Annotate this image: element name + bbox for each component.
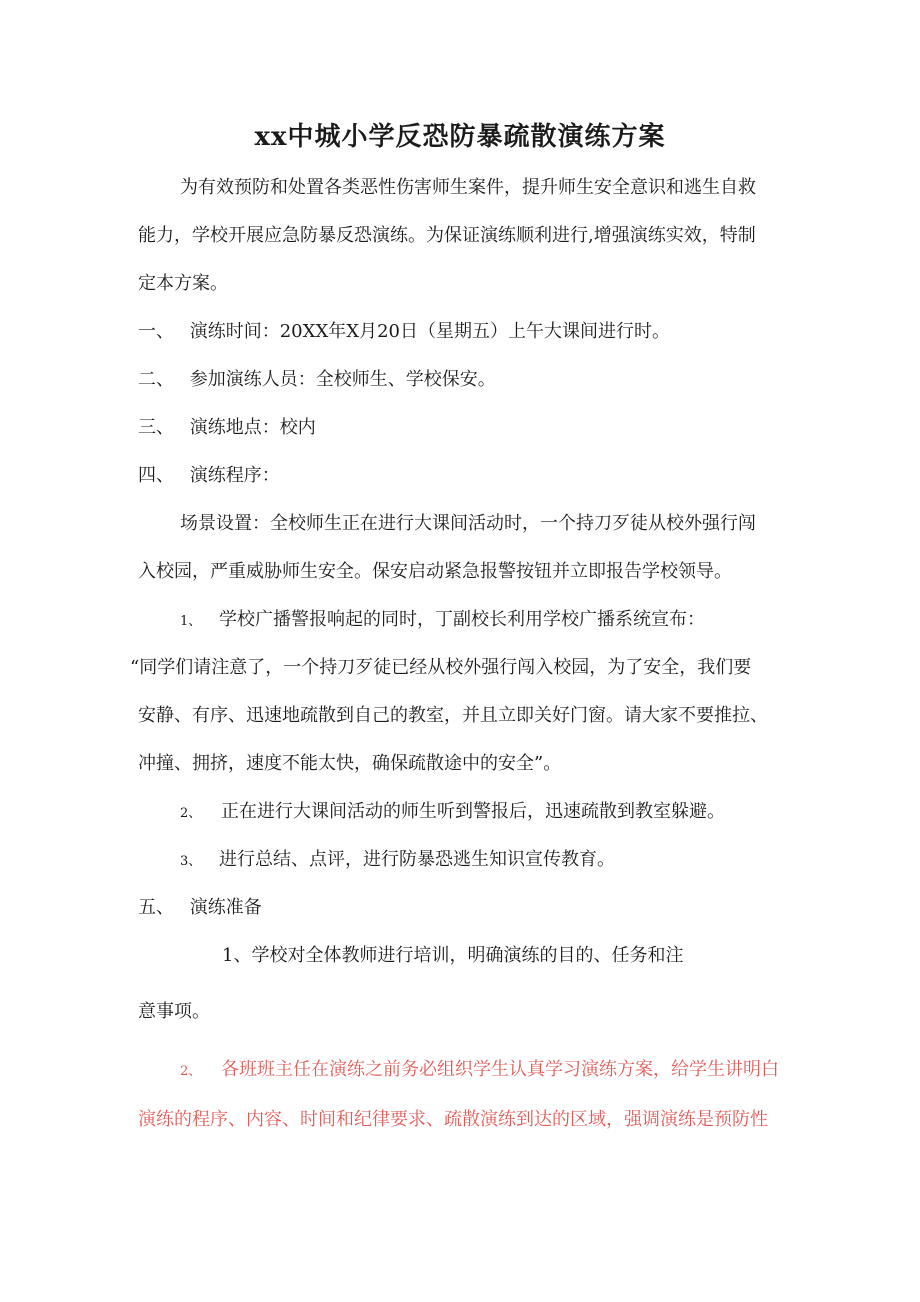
announcement-line-3: 冲撞、拥挤，速度不能太快，确保疏散途中的安全”。 [138,753,562,774]
preparation-item-1-line-2: 意事项。 [138,1001,210,1022]
intro-line-1: 为有效预防和处置各类恶性伤害师生案件，提升师生安全意识和逃生自救 [180,177,756,198]
document-title: xx中城小学反恐防暴疏散演练方案 [254,122,666,152]
section-3-marker: 三、 [138,417,174,438]
procedure-item-3-marker: 3、 [180,854,202,869]
procedure-item-1-text: 学校广播警报响起的同时，丁副校长利用学校广播系统宣布： [219,609,706,630]
section-5-text: 演练准备 [189,897,262,918]
section-4-text: 演练程序： [189,465,280,486]
intro-line-2: 能力，学校开展应急防暴反恐演练。为保证演练顺利进行,增强演练实效，特制 [138,225,756,246]
section-5-marker: 五、 [138,897,174,918]
announcement-line-2: 安静、有序、迅速地疏散到自己的教室，并且立即关好门窗。请大家不要推拉、 [138,705,768,726]
section-1 [138,320,670,344]
preparation-item-2-line-1 [180,1058,779,1084]
announcement-line-1: “同学们请注意了，一个持刀歹徒已经从校外强行闯入校园，为了安全，我们要 [130,657,752,678]
procedure-item-2-text: 正在进行大课间活动的师生听到警报后，迅速疏散到教室躲避。 [221,801,726,822]
section-1-marker: 一、 [138,321,174,342]
procedure-item-3 [180,848,615,874]
preparation-item-2-text: 各班班主任在演练之前务必组织学生认真学习演练方案，给学生讲明白 [221,1059,780,1080]
scene-line-2: 入校园，严重威胁师生安全。保安启动紧急报警按钮并立即报告学校领导。 [138,561,732,582]
section-4-marker: 四、 [138,465,174,486]
preparation-item-2-marker: 2、 [180,1064,202,1079]
preparation-item-1-line-1: 1、学校对全体教师进行培训，明确演练的目的、任务和注 [222,945,684,966]
section-2 [138,368,496,392]
section-2-text: 参加演练人员：全校师生、学校保安。 [189,369,496,390]
scene-line-1: 场景设置：全校师生正在进行大课间活动时，一个持刀歹徒从校外强行闯 [180,513,756,534]
section-3-text: 演练地点：校内 [189,417,316,438]
procedure-item-3-text: 进行总结、点评，进行防暴恐逃生知识宣传教育。 [219,849,616,870]
section-2-marker: 二、 [138,369,174,390]
preparation-item-2-line-2: 演练的程序、内容、时间和纪律要求、疏散演练到达的区域，强调演练是预防性 [138,1109,768,1130]
section-5 [138,896,262,920]
procedure-item-1-marker: 1、 [180,614,202,629]
intro-line-3: 定本方案。 [138,273,228,294]
procedure-item-2 [180,800,725,826]
section-4 [138,464,280,488]
section-1-text: 演练时间：20XX年X月20日（星期五）上午大课间进行时。 [189,321,670,342]
procedure-item-1 [180,608,705,634]
procedure-item-2-marker: 2、 [180,806,202,821]
section-3 [138,416,316,440]
